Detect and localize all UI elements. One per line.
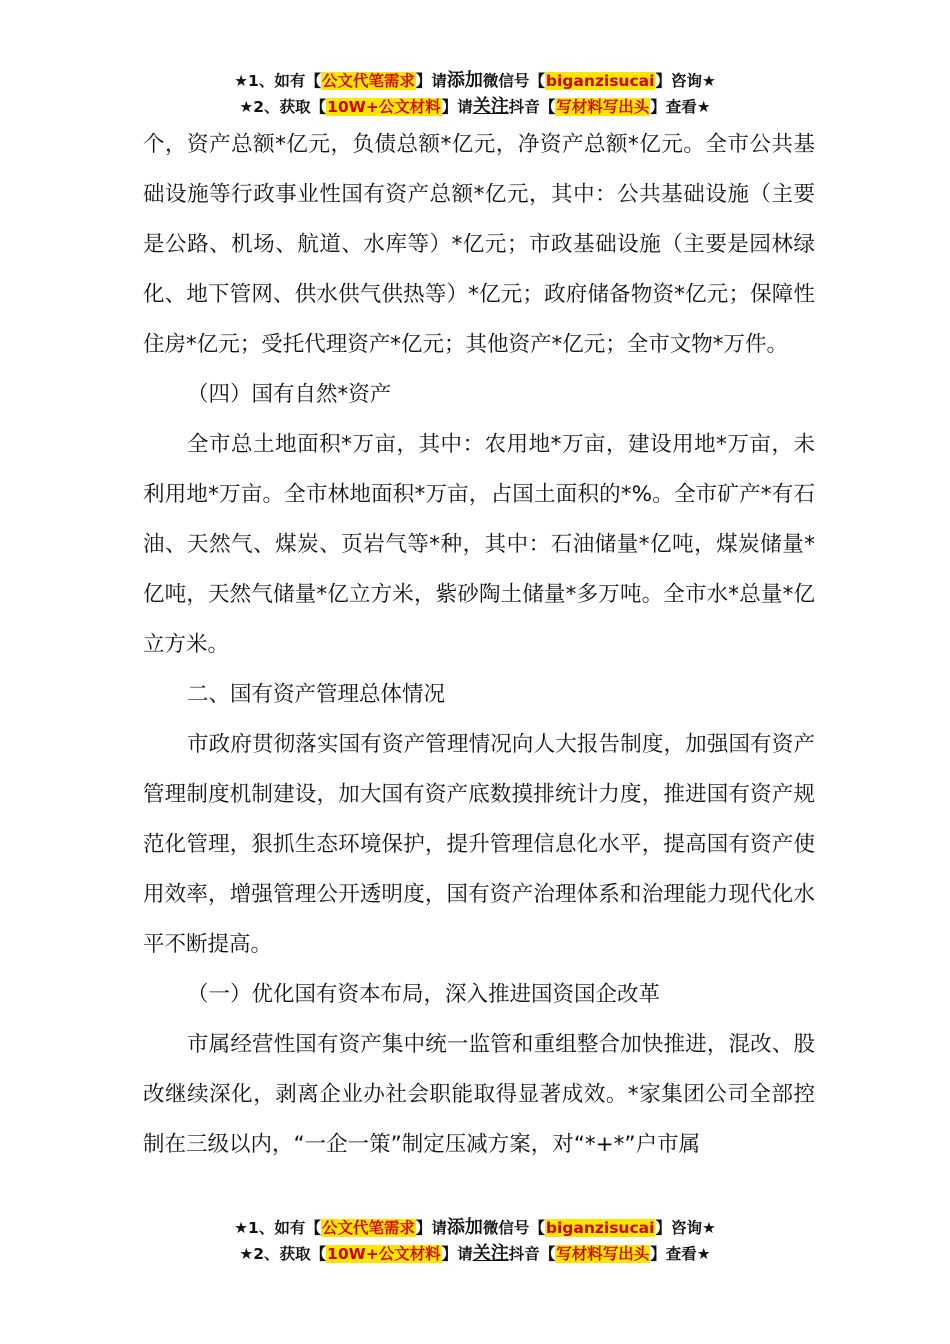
paragraph: 市政府贯彻落实国有资产管理情况向人大报告制度，加强国有资产管理制度机制建设，加大国有资产底数摸排统计力度，推进国有资产规范化管理，狠抓生态环境保护，提升管理信息化水平，提高国有资产使用效率，增强管理公开透明度，国有资产治理体系和治理能力现代化水平不断提高。 [143,732,815,957]
paragraph: 个，资产总额*亿元，负债总额*亿元，净资产总额*亿元。全市公共基础设施等行政事业性国有资产总额*亿元，其中：公共基础设施（主要是公路、机场、航道、水库等）*亿元；市政基础设施（主要是园林绿化、地下管网、供水供气供热等）*亿元；政府储备物资*亿元；保障性住房*亿元；受托代理资产*亿元；其他资产*亿元；全市文物*万件。 [143,132,815,357]
banner-emphasis: 关注 [472,96,509,117]
banner-text: 微信号【 [482,72,545,90]
banner-highlight: 公文代笔需求 [321,1219,415,1237]
banner-line-1 [0,68,950,94]
banner-text: 抖音【 [508,1245,556,1263]
section-heading: （一）优化国有资本布局，深入推进国资国企改革 [187,982,661,1007]
banner-text: 】请 [441,1245,473,1263]
document-body [143,120,815,1170]
banner-text: ★1、如有【 [234,72,321,90]
banner-wechat-id: biganzisucai [545,1219,655,1237]
footer-banner [0,1215,950,1267]
banner-highlight: 公文代笔需求 [321,72,415,90]
banner-douyin-id: 写材料写出头 [556,98,650,116]
banner-wechat-id: biganzisucai [545,72,655,90]
banner-text: 】请 [415,1219,447,1237]
banner-text: 】请 [415,72,447,90]
paragraph: 市属经营性国有资产集中统一监管和重组整合加快推进，混改、股改继续深化，剥离企业办社会职能取得显著成效。*家集团公司全部控制在三级以内，“一企一策”制定压减方案，对“*+*”户市属 [143,1032,815,1157]
banner-emphasis: 添加 [446,1217,483,1238]
banner-emphasis: 关注 [472,1243,509,1264]
banner-text: ★2、获取【 [239,98,327,116]
banner-text: 】查看★ [650,98,711,116]
banner-text: 微信号【 [482,1219,545,1237]
banner-text: 】咨询★ [655,72,716,90]
banner-highlight: 10W+公文材料 [327,1245,441,1263]
banner-text: 抖音【 [508,98,556,116]
banner-text: 】请 [441,98,473,116]
banner-line-2 [0,94,950,120]
banner-line-2 [0,1241,950,1267]
banner-highlight: 10W+公文材料 [327,98,441,116]
paragraph: 全市总土地面积*万亩，其中：农用地*万亩，建设用地*万亩，未利用地*万亩。全市林地面积*万亩，占国土面积的*%。全市矿产*有石油、天然气、煤炭、页岩气等*种，其中：石油储量*亿吨，煤炭储量*亿吨，天然气储量*亿立方米，紫砂陶土储量*多万吨。全市水*总量*亿立方米。 [143,432,815,657]
section-heading: 二、国有资产管理总体情况 [187,682,446,707]
banner-text: 】咨询★ [655,1219,716,1237]
header-banner [0,68,950,120]
banner-line-1 [0,1215,950,1241]
banner-text: ★1、如有【 [234,1219,321,1237]
banner-text: ★2、获取【 [239,1245,327,1263]
banner-emphasis: 添加 [446,70,483,91]
banner-text: 】查看★ [650,1245,711,1263]
section-heading: （四）国有自然*资产 [187,382,392,407]
banner-douyin-id: 写材料写出头 [556,1245,650,1263]
